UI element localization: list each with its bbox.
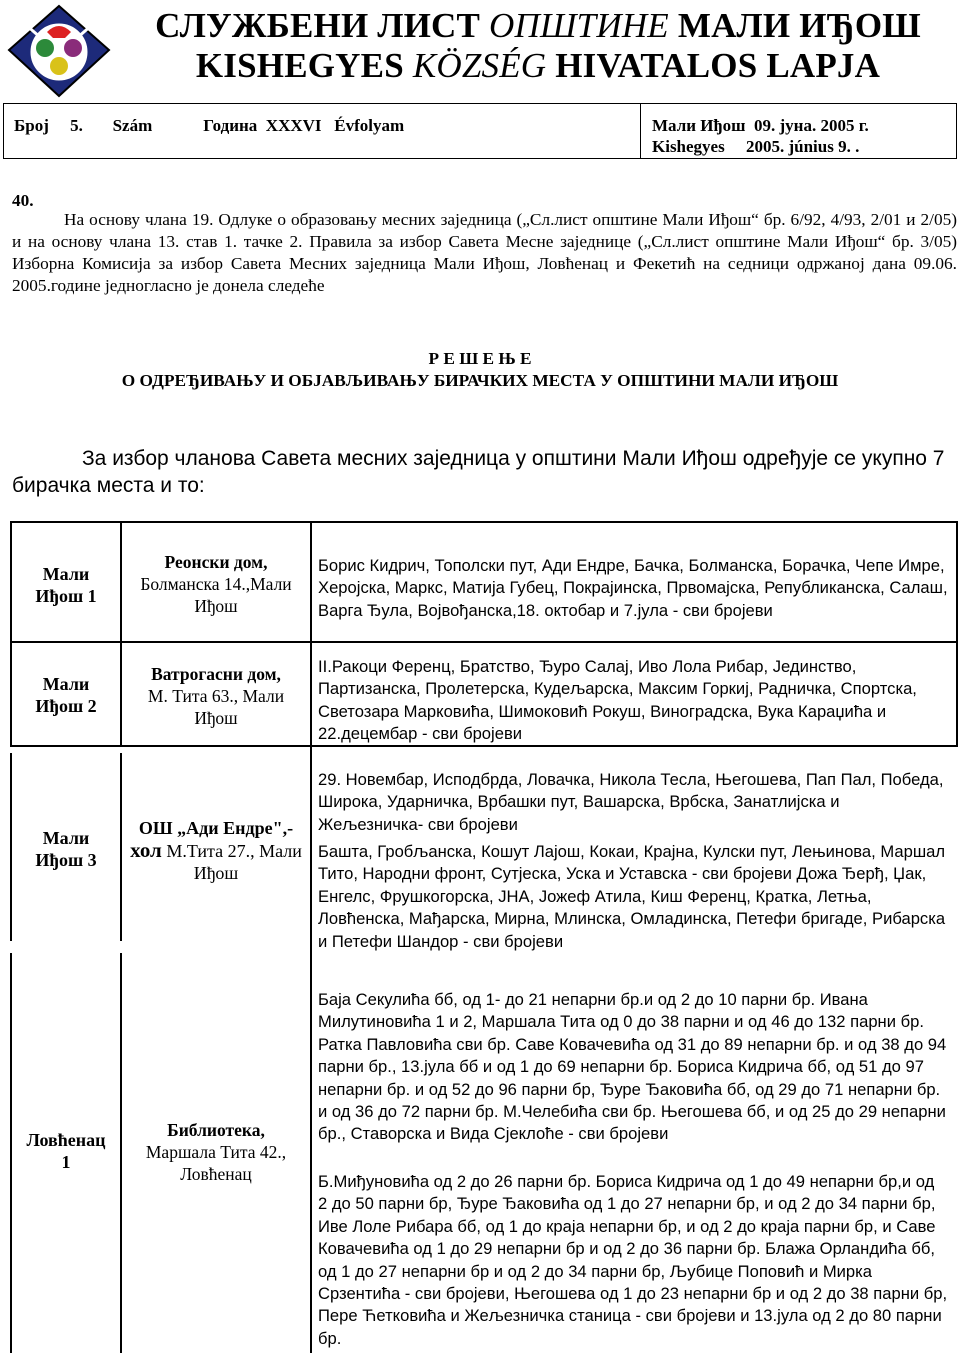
venue-r3: ОШ „Ади Ендре",- хол М.Тита 27., Мали Иђош [130,818,302,883]
masthead [120,6,956,86]
issue-date-hungarian: Kishegyes 2005. június 9. . [652,137,860,156]
place-mali-idjos-2: Мали Иђош 2 [35,674,97,716]
masthead-line-serbian: СЛУЖБЕНИ ЛИСТ ОПШТИНЕ МАЛИ ИЂОШ [155,6,921,45]
streets-r3a: 29. Новембар, Исподбрда, Ловачка, Никола Тесла, Његошева, Пап Пал, Победа, Широка, Ударничка, Врбашки пут, Вашарска, Врбска, Занатлијска и Жељезничка- сви бројеви [318,770,944,834]
resenje-heading: Р Е Ш Е Њ Е [428,349,532,368]
streets-r3b: Башта, Гробљанска, Кошут Лајош, Кокаи, Крајна, Кулски пут, Лењинова, Маршал Тито, Народни фронт, Сутјеска, Уска и Уставска - сви бројеви Дожа Ђерђ, Џак, Енгелс, Фрушкогорска, ЈНА, Јожеф Атила, Киш Ференц, Кратка, Летња, Ловћенска, Мађарска, Мирна, Млинска, Омладинска, Петефи бригаде, Рибарска и Петефи Шандор - сви бројеви [318,842,946,951]
document-number: 40. [12,191,34,210]
polling-places-table [10,521,958,1353]
issue-number: Број 5. Szám Година XXXVI Évfolyam [14,116,405,135]
preamble: На основу члана 19. Одлуке о образовању месних заједница („Сл.лист општине Мали Иђош“ бр. 6/92, 4/93, 2/01 и 2/05) и на основу члана 13. став 1. тачке 2. Правила за избор Савета Месне заједнице („Сл.лист општине Мали Иђош“ бр. 3/05) Изборна Комисија за избор Савета Месних заједница Мали Иђош, Ловћенац и Фекетић на седници одржаној дана 09.06. 2005.године једногласно је донела следеће [12,210,957,295]
municipality-logo [5,4,113,98]
place-lovcenac-1: Ловћенац 1 [26,1130,106,1172]
streets-r4b: Б.Миђуновића од 2 до 26 парни бр. Бориса Кидрича од 1 до 49 непарни бр,и од 2 до 50 парни бр, Ђуре Ђаковића од 1 до 27 непарни бр, и од 2 до 34 парни бр, Иве Лоле Рибара бб, од 1 до краја непарни бр, и од 2 до краја парни бр, и Саве Ковачевића од 1 до 29 непарни бр и од 2 до 36 парни бр. Блажа Орландића бб, од 1 до 27 непарни бр и од 2 до 34 парни бр, Љубице Поповић и Мирка Срзентића - сви бројеви, Његошева од 1 до 23 непарни бр и од 2 до 38 парни бр, Пере Ћетковића и Жељезничка станица - сви бројеви и 13.јула од 2 до 80 парни бр. [318,1172,948,1348]
issue-date-serbian: Мали Иђош 09. јуна. 2005 г. [652,116,869,135]
venue-r1: Реонски дом, Болманска 14.,Мали Иђош [140,552,292,616]
place-mali-idjos-3: Мали Иђош 3 [35,828,97,870]
venue-r4: Библиотека, Маршала Тита 42., Ловћенац [145,1120,287,1184]
place-mali-idjos-1: Мали Иђош 1 [35,564,97,606]
intro-paragraph: За избор чланова Савета месних заједница у општини Мали Иђош одређује се укупно 7 бирачка места и то: [12,447,945,497]
masthead-line-hungarian: KISHEGYES KÖZSÉG HIVATALOS LAPJA [195,46,881,85]
issue-box [3,103,957,159]
decision-subject: О ОДРЕЂИВАЊУ И ОБЈАВЉИВАЊУ БИРАЧКИХ МЕСТА У ОПШТИНИ МАЛИ ИЂОШ [121,371,839,390]
streets-r4a: Баја Секулића бб, од 1- до 21 непарни бр.и од 2 до 10 парни бр. Ивана Милутиновића 1 и 2, Маршала Тита од 0 до 38 парни и од 46 до 132 парни бр. Ратка Павловића сви бр. Саве Ковачевића од 31 до 89 непарни бр. и од 38 до 94 парни бр., 13.јула бб и од 1 до 69 непарни бр. Бориса Кидрича бб, од 51 до 97 непарни бр. и од 52 до 96 парни бр, Ђуре Ђаковића бб, од 29 до 71 непарни бр. и од 36 до 72 парни бр. М.Челебића сви бр. Његошева бб, и од 25 до 29 непарни бр., Ставорска и Вида Сјеклоће - сви бројеви [318,990,947,1144]
streets-r1: Борис Кидрич, Тополски пут, Ади Ендре, Бачка, Болманска, Борачка, Чепе Имре, Херојска, Маркс, Матија Губец, Покрајинска, Првомајска, Републиканска, Салаш, Варга Ђула, Војвођанска,18. октобар и 7.јула - сви бројеви [318,556,948,620]
streets-r2: II.Ракоци Ференц, Братство, Ђуро Салај, Иво Лола Рибар, Јединство, Партизанска, Пролетерска, Кудељарска, Максим Горкиј, Радничка, Спортска, Светозара Марковића, Шимоковић Рокуш, Виноградска, Вука Караџића и 22.децембар - сви бројеви [318,657,917,744]
venue-r2: Ватрогасни дом, М. Тита 63., Мали Иђош [147,664,285,728]
